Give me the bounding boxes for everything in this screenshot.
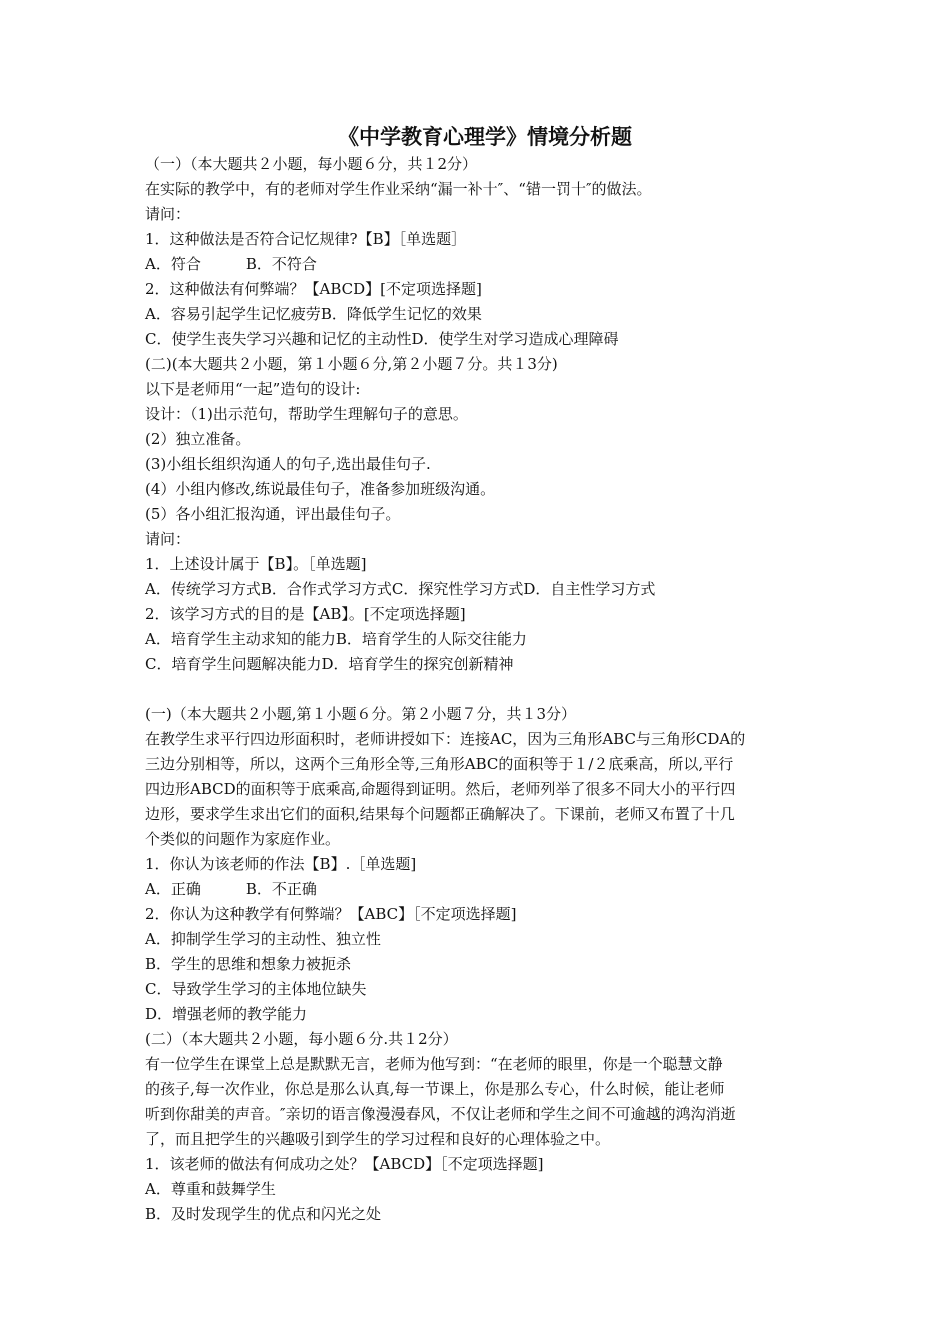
text-line: 个类似的问题作为家庭作业。 [145, 830, 341, 848]
text-line: 在实际的教学中，有的老师对学生作业采纳“漏一补十″、“错一罚十″的做法。 [145, 180, 652, 198]
text-line: 请问： [145, 530, 191, 548]
text-line: 三边分别相等，所以，这两个三角形全等,三角形ABC的面积等于１/２底乘高，所以,平行 [145, 755, 734, 773]
text-line: (二）（本大题共２小题，每小题６分.共１2分） [145, 1030, 458, 1048]
text-line: 的孩子,每一次作业，你总是那么认真,每一节课上，你是那么专心，什么时候，能让老师 [145, 1080, 725, 1098]
document-page [145, 122, 825, 1227]
text-line: 2．这种做法有何弊端？【ABCD】[不定项选择题] [145, 280, 482, 298]
text-line: (3)小组长组织沟通人的句子,选出最佳句子. [145, 455, 431, 473]
text-line: 在教学生求平行四边形面积时，老师讲授如下：连接AC，因为三角形ABC与三角形CDA的 [145, 730, 746, 748]
text-line: (一)（本大题共２小题,第１小题６分。第２小题７分，共１3分） [145, 705, 577, 723]
text-line: 2．该学习方式的目的是【AB】。[不定项选择题] [145, 605, 466, 623]
text-line: A．抑制学生学习的主动性、独立性 [145, 930, 381, 948]
text-line: C．使学生丧失学习兴趣和记忆的主动性D．使学生对学习造成心理障碍 [145, 330, 619, 348]
text-line: 请问： [145, 205, 191, 223]
text-line: A．传统学习方式B．合作式学习方式C．探究性学习方式D．自主性学习方式 [145, 580, 656, 598]
text-line: B．学生的思维和想象力被扼杀 [145, 955, 352, 973]
text-line: D．增强老师的教学能力 [145, 1005, 308, 1023]
text-line: （一）（本大题共２小题，每小题６分，共１2分） [145, 155, 478, 173]
text-line: 有一位学生在课堂上总是默默无言，老师为他写到：“在老师的眼里，你是一个聪慧文静 [145, 1055, 723, 1073]
text-line: A．尊重和鼓舞学生 [145, 1180, 276, 1198]
text-line: (二)(本大题共２小题，第１小题６分,第２小题７分。共１3分) [145, 355, 558, 373]
text-line: C．培育学生问题解决能力D．培育学生的探究创新精神 [145, 655, 514, 673]
text-line: 1．你认为该老师的作法【B】.［单选题] [145, 855, 417, 873]
text-line: 1．上述设计属于【B】。［单选题] [145, 555, 367, 573]
text-line: A．培育学生主动求知的能力B．培育学生的人际交往能力 [145, 630, 527, 648]
text-line: 了，而且把学生的兴趣吸引到学生的学习过程和良好的心理体验之中。 [145, 1130, 611, 1148]
text-line: 以下是老师用“一起”造句的设计: [145, 380, 361, 398]
text-line: 1．这种做法是否符合记忆规律?【B】［单选题］ [145, 230, 467, 248]
text-line: 1．该老师的做法有何成功之处？【ABCD】［不定项选择题] [145, 1155, 544, 1173]
text-line: 边形，要求学生求出它们的面积,结果每个问题都正确解决了。下课前，老师又布置了十几 [145, 805, 735, 823]
text-line: A．正确 B．不正确 [145, 880, 317, 898]
text-line: B．及时发现学生的优点和闪光之处 [145, 1205, 382, 1223]
text-line: 2．你认为这种教学有何弊端？【ABC】［不定项选择题] [145, 905, 517, 923]
document-title: 《中学教育心理学》情境分析题 [338, 124, 632, 149]
section-block-1 [145, 152, 825, 677]
section-block-2 [145, 702, 825, 1227]
text-line: A．容易引起学生记忆疲劳B．降低学生记忆的效果 [145, 305, 482, 323]
text-line: (5）各小组汇报沟通，评出最佳句子。 [145, 505, 401, 523]
text-line: A．符合 B．不符合 [145, 255, 317, 273]
text-line: C．导致学生学习的主体地位缺失 [145, 980, 367, 998]
text-line: 设计：（1)出示范句，帮助学生理解句子的意思。 [145, 405, 468, 423]
text-line: (4）小组内修改,练说最佳句子，准备参加班级沟通。 [145, 480, 496, 498]
text-line: (2）独立准备。 [145, 430, 251, 448]
text-line: 听到你甜美的声音。″亲切的语言像漫漫春风，不仅让老师和学生之间不可逾越的鸿沟消逝 [145, 1105, 736, 1123]
text-line: 四边形ABCD的面积等于底乘高,命题得到证明。然后，老师列举了很多不同大小的平行四 [145, 780, 736, 798]
section-gap [145, 677, 825, 702]
